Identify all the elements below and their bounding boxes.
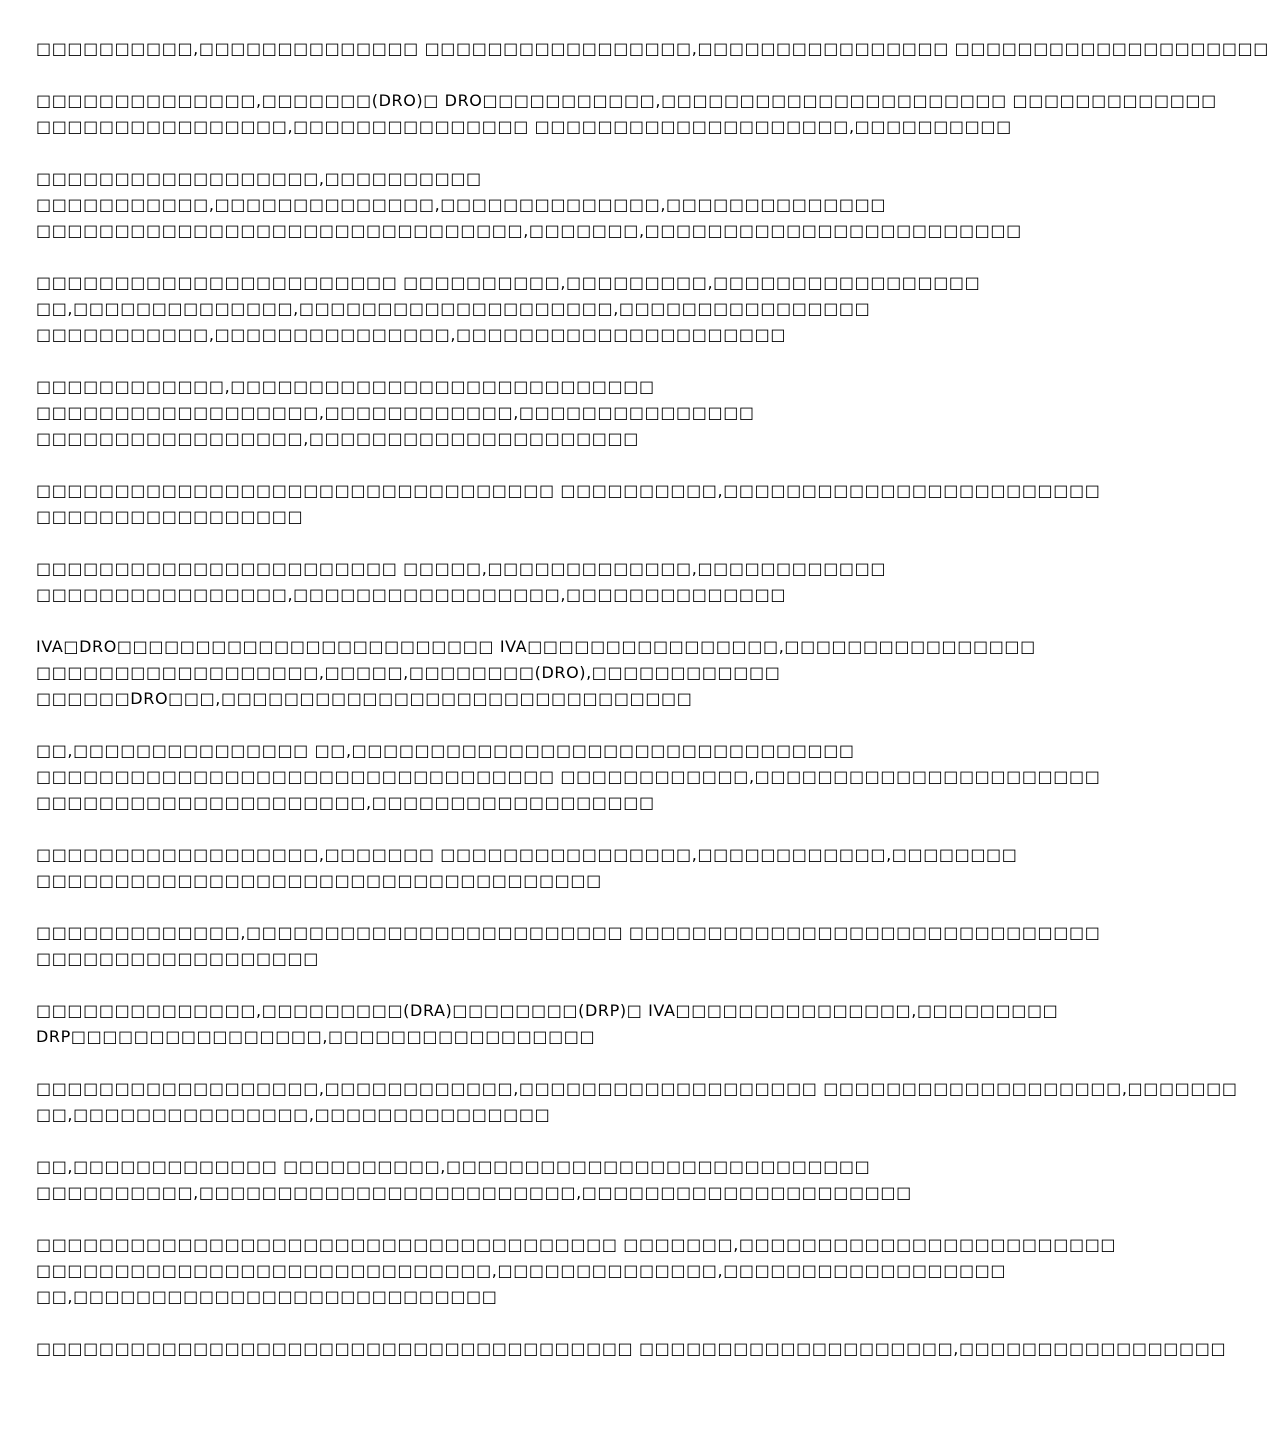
paragraph-line: DRP□□□□□□□□□□□□□□□□,□□□□□□□□□□□□□□□□□	[36, 1027, 596, 1046]
paragraph-line: □□□□□□DRO□□□,□□□□□□□□□□□□□□□□□□□□□□□□□□□□□□	[36, 689, 693, 708]
paragraph-line: □□□□□□□□□□□□,□□□□□□□□□□□□□□□□□□□□□□□□□□□	[36, 377, 655, 396]
paragraph-line: □□,□□□□□□□□□□□□□□,□□□□□□□□□□□□□□□□□□□□,□□□□□□□□□□□□□□□□	[36, 299, 871, 318]
paragraph-line: □□□□□□□□□□□,□□□□□□□□□□□□□□□,□□□□□□□□□□□□□□□□□□□□□	[36, 325, 787, 344]
paragraph-line: □□□□□□□□□□□□□□□□□□,□□□□□□□□□□	[36, 169, 482, 188]
paragraph-line: □□□□□□□□□□□□□□,□□□□□□□(DRO)□ DRO□□□□□□□□□□□,□□□□□□□□□□□□□□□□□□□□□□ □□□□□□□□□□□□□	[36, 91, 1217, 110]
paragraph	[36, 842, 1018, 894]
paragraph	[36, 998, 1059, 1050]
paragraph-line: □□□□□□□□□□□□□□□□□□□□□□□□□□□□□□□□□ □□□□□□□□□□,□□□□□□□□□□□□□□□□□□□□□□□□	[36, 481, 1101, 500]
paragraph	[36, 634, 1036, 712]
paragraph	[36, 556, 984, 608]
paragraph-line: □□□□□□□□□□□□□□□□□□□□□□□□□□□□□,□□□□□□□□□□□□□□,□□□□□□□□□□□□□□□□□□	[36, 1261, 1007, 1280]
paragraph	[36, 166, 1022, 244]
paragraph-line: □□□□□□□□□□□□□,□□□□□□□□□□□□□□□□□□□□□□□□ □□□□□□□□□□□□□□□□□□□□□□□□□□□□□□	[36, 923, 1101, 942]
paragraph-line: □□□□□□□□□□□□□□□□□□□□□□□□□□□□□□□□□□□□	[36, 871, 602, 890]
paragraph-line: □□□□□□□□□□□□□□,□□□□□□□□□(DRA)□□□□□□□□(DRP)□ IVA□□□□□□□□□□□□□□□,□□□□□□□□□	[36, 1001, 1059, 1020]
paragraph-line: □□□□□□□□□□□□□□□□□□□□□□□ □□□□□,□□□□□□□□□□□□□,□□□□□□□□□□□□	[36, 559, 887, 578]
paragraph-line: □□□□□□□□□□□□□□□□,□□□□□□□□□□□□□□□□□,□□□□□□□□□□□□□□	[36, 585, 787, 604]
paragraph	[36, 1336, 1227, 1362]
paragraph-line: □□□□□□□□□□□□□□□□□□□□□□□□□□□□□□□,□□□□□□□,□□□□□□□□□□□□□□□□□□□□□□□□	[36, 221, 1022, 240]
paragraph	[36, 738, 1101, 816]
paragraph-line: □□□□□□□□□□□□□□□□□,□□□□□□□□□□□□□□□□□□□□□	[36, 429, 639, 448]
paragraph-line: □□,□□□□□□□□□□□□□□□□□□□□□□□□□□□	[36, 1287, 498, 1306]
paragraph	[36, 1076, 1238, 1128]
paragraph-line: □□□□□□□□□□□□□□□□,□□□□□□□□□□□□□□□ □□□□□□□□□□□□□□□□□□□□,□□□□□□□□□□	[36, 117, 1012, 136]
paragraph	[36, 88, 1217, 140]
paragraph-line: □□□□□□□□□□□□□□□□□□,□□□□□□□□□□□□,□□□□□□□□□□□□□□□	[36, 403, 755, 422]
paragraph	[36, 478, 1101, 530]
paragraph-line: □□□□□□□□□□,□□□□□□□□□□□□□□□□□□□□□□□□,□□□□□□□□□□□□□□□□□□□□□	[36, 1183, 912, 1202]
paragraph-line: □□□□□□□□□□□□□□□□□□□□□□□□□□□□□□□□□□□□□□ □□□□□□□□□□□□□□□□□□□□,□□□□□□□□□□□□□□□□□	[36, 1339, 1227, 1358]
paragraph-line: □□□□□□□□□□□□□□□□□□,□□□□□□□□□□□□,□□□□□□□□□□□□□□□□□□□ □□□□□□□□□□□□□□□□□□□,□□□□□□□	[36, 1079, 1238, 1098]
paragraph	[36, 270, 984, 348]
paragraph-line: □□□□□□□□□□□,□□□□□□□□□□□□□□,□□□□□□□□□□□□□□,□□□□□□□□□□□□□□	[36, 195, 887, 214]
paragraph	[36, 1232, 1117, 1310]
paragraph-line: □□,□□□□□□□□□□□□□ □□□□□□□□□□,□□□□□□□□□□□□□□□□□□□□□□□□□□□	[36, 1157, 871, 1176]
paragraph-line: □□□□□□□□□□□□□□□□□□□□□,□□□□□□□□□□□□□□□□□□	[36, 793, 655, 812]
paragraph-line: □□□□□□□□□□□□□□□□□□□□□□□ □□□□□□□□□□,□□□□□□□□□,□□□□□□□□□□□□□□□□□	[36, 273, 981, 292]
paragraph-line: □□□□□□□□□□□□□□□□□□□□□□□□□□□□□□□□□□□□□ □□□□□□□,□□□□□□□□□□□□□□□□□□□□□□□□	[36, 1235, 1117, 1254]
paragraph-line: □□□□□□□□□□,□□□□□□□□□□□□□□ □□□□□□□□□□□□□□□□□,□□□□□□□□□□□□□□□□ □□□□□□□□□□□□□□□□□□□□	[36, 39, 1269, 58]
paragraph-line: □□□□□□□□□□□□□□□□□	[36, 507, 304, 526]
paragraph	[36, 374, 984, 452]
paragraph-line: □□,□□□□□□□□□□□□□□□ □□,□□□□□□□□□□□□□□□□□□□□□□□□□□□□□□□□	[36, 741, 855, 760]
paragraph	[36, 1154, 984, 1206]
paragraph-line: □□□□□□□□□□□□□□□□□□	[36, 949, 319, 968]
paragraph-line: □□□□□□□□□□□□□□□□□□,□□□□□,□□□□□□□□(DRO),□□□□□□□□□□□□	[36, 663, 781, 682]
paragraph-line: □□□□□□□□□□□□□□□□□□,□□□□□□□ □□□□□□□□□□□□□□□□,□□□□□□□□□□□□,□□□□□□□□	[36, 845, 1018, 864]
paragraph-line: □□□□□□□□□□□□□□□□□□□□□□□□□□□□□□□□□ □□□□□□□□□□□□,□□□□□□□□□□□□□□□□□□□□□□	[36, 767, 1101, 786]
paragraph	[36, 36, 1269, 62]
paragraph	[36, 920, 1101, 972]
paragraph-line: □□,□□□□□□□□□□□□□□□,□□□□□□□□□□□□□□□	[36, 1105, 551, 1124]
paragraph-line: IVA□DRO□□□□□□□□□□□□□□□□□□□□□□□□ IVA□□□□□□□□□□□□□□□□,□□□□□□□□□□□□□□□□	[36, 637, 1036, 656]
